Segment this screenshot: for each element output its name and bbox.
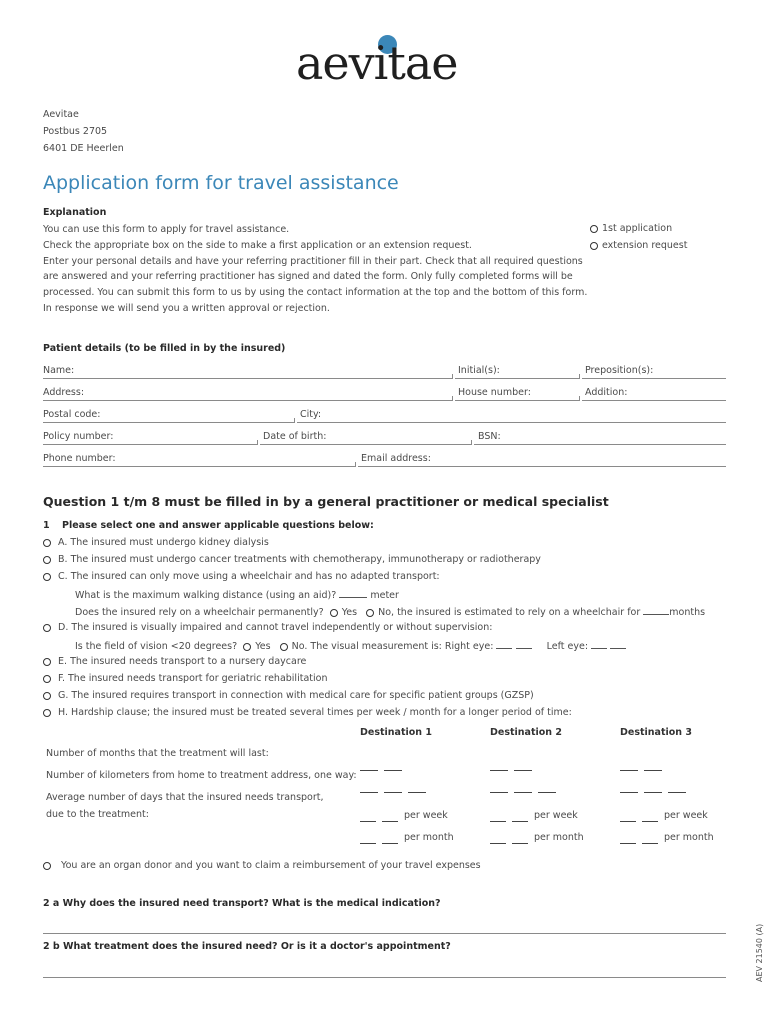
- d-vision-row: [75, 639, 626, 653]
- questions-heading: Question 1 t/m 8 must be filled in by a general practitioner or medical specialist: [43, 494, 609, 509]
- dob-field[interactable]: [260, 444, 471, 445]
- option-g[interactable]: [43, 690, 534, 702]
- email-field[interactable]: [358, 466, 726, 467]
- explanation-line: processed. You can submit this form to us by using the contact information at the top and the bottom of this form.: [43, 287, 588, 299]
- field-of-vision-label: Is the field of vision <20 degrees?: [75, 641, 238, 652]
- wheelchair-label: Does the insured rely on a wheelchair permanently?: [75, 607, 324, 618]
- option-h-label: H. Hardship clause; the insured must be treated several times per week / month for a longer period of time:: [58, 707, 572, 718]
- sender-address: [43, 109, 124, 155]
- q1-number: 1: [43, 520, 50, 531]
- postal-code-field[interactable]: [43, 422, 294, 423]
- house-number-label: House number:: [458, 387, 531, 398]
- option-c[interactable]: [43, 571, 440, 583]
- name-label: Name:: [43, 365, 75, 376]
- name-field[interactable]: [43, 378, 452, 379]
- email-label: Email address:: [361, 453, 431, 464]
- explanation-line: Enter your personal details and have your referring practitioner fill in their part. Check that all required questions: [43, 255, 583, 267]
- per-month-label: per month: [664, 832, 714, 843]
- explanation-text: [43, 222, 587, 317]
- dest3-km-field[interactable]: [620, 774, 692, 793]
- initials-label: Initial(s):: [458, 365, 500, 376]
- radio-button[interactable]: [243, 643, 251, 651]
- explanation-line: In response we will send you a written approval or rejection.: [43, 302, 330, 314]
- dob-label: Date of birth:: [263, 431, 327, 442]
- no-wheelchair-label: No, the insured is estimated to rely on a wheelchair for: [378, 607, 641, 618]
- address-field[interactable]: [43, 400, 452, 401]
- dest1-months-field[interactable]: [360, 752, 408, 771]
- option-a[interactable]: [43, 537, 269, 549]
- left-eye-field[interactable]: [591, 639, 607, 649]
- walking-distance-field[interactable]: [339, 588, 367, 598]
- option-c-label: C. The insured can only move using a wheelchair and has no adapted transport:: [58, 571, 440, 582]
- addition-field[interactable]: [582, 400, 726, 401]
- dest3-per-month[interactable]: [620, 832, 714, 844]
- field-divider: [294, 418, 295, 423]
- dest2-km-field[interactable]: [490, 774, 562, 793]
- destination-3-header: Destination 3: [620, 727, 692, 738]
- dest2-per-month[interactable]: [490, 832, 584, 844]
- months-label: months: [669, 607, 706, 618]
- option-e-label: E. The insured needs transport to a nursery daycare: [58, 656, 307, 667]
- organ-donor-label: You are an organ donor and you want to claim a reimbursement of your travel expenses: [61, 860, 481, 871]
- q2b-answer-line[interactable]: [43, 977, 726, 978]
- option-label: 1st application: [602, 223, 673, 234]
- months-treatment-label: Number of months that the treatment will last:: [46, 748, 269, 759]
- question-2a: 2 a Why does the insured need transport? What is the medical indication?: [43, 898, 441, 909]
- dest1-km-field[interactable]: [360, 774, 432, 793]
- option-b[interactable]: [43, 554, 541, 566]
- field-divider: [257, 440, 258, 445]
- preposition-label: Preposition(s):: [585, 365, 654, 376]
- right-eye-field[interactable]: [496, 639, 512, 649]
- address-label: Address:: [43, 387, 85, 398]
- days-label-line1: Average number of days that the insured needs transport,: [46, 792, 324, 803]
- phone-label: Phone number:: [43, 453, 116, 464]
- per-week-label: per week: [404, 810, 448, 821]
- destination-2-header: Destination 2: [490, 727, 562, 738]
- per-week-label: per week: [664, 810, 708, 821]
- radio-button[interactable]: [43, 539, 51, 547]
- option-f-label: F. The insured needs transport for geriatric rehabilitation: [58, 673, 328, 684]
- wheelchair-months-field[interactable]: [643, 605, 669, 615]
- form-code: AEV 21540 (A): [755, 923, 764, 982]
- field-divider: [355, 462, 356, 467]
- radio-button[interactable]: [43, 692, 51, 700]
- dest3-months-field[interactable]: [620, 752, 668, 771]
- dest2-months-field[interactable]: [490, 752, 538, 771]
- field-divider: [452, 374, 453, 379]
- house-number-field[interactable]: [455, 400, 579, 401]
- field-divider: [471, 440, 472, 445]
- option-e[interactable]: [43, 656, 306, 668]
- radio-button[interactable]: [43, 675, 51, 683]
- dest1-per-week[interactable]: [360, 810, 448, 822]
- radio-button[interactable]: [43, 624, 51, 632]
- address-line1: Postbus 2705: [43, 126, 108, 137]
- q2a-answer-line[interactable]: [43, 933, 726, 934]
- field-divider: [579, 374, 580, 379]
- radio-button[interactable]: [43, 862, 51, 870]
- radio-button[interactable]: [590, 225, 598, 233]
- logo: [296, 30, 476, 92]
- option-h[interactable]: [43, 707, 572, 719]
- policy-number-field[interactable]: [43, 444, 257, 445]
- postal-code-label: Postal code:: [43, 409, 101, 420]
- explanation-heading: Explanation: [43, 207, 107, 218]
- yes-label: Yes: [255, 641, 271, 652]
- organ-donor-option[interactable]: [43, 860, 481, 872]
- option-a-label: A. The insured must undergo kidney dialysis: [58, 537, 269, 548]
- per-month-label: per month: [404, 832, 454, 843]
- option-d-label: D. The insured is visually impaired and cannot travel independently or without supervision:: [58, 622, 493, 633]
- per-month-label: per month: [534, 832, 584, 843]
- option-label: extension request: [602, 240, 688, 251]
- first-application-option[interactable]: [590, 223, 672, 235]
- option-d[interactable]: [43, 622, 492, 634]
- page-title: Application form for travel assistance: [43, 172, 399, 194]
- left-eye-label: Left eye:: [546, 641, 589, 652]
- kilometers-label: Number of kilometers from home to treatment address, one way:: [46, 770, 357, 781]
- bsn-label: BSN:: [478, 431, 501, 442]
- logo-text: aevitae: [296, 36, 458, 90]
- radio-button[interactable]: [280, 643, 288, 651]
- policy-number-label: Policy number:: [43, 431, 114, 442]
- initials-field[interactable]: [455, 378, 579, 379]
- city-label: City:: [300, 409, 322, 420]
- days-label-line2: due to the treatment:: [46, 809, 149, 820]
- option-g-label: G. The insured requires transport in connection with medical care for specific patient groups (GZSP): [58, 690, 534, 701]
- left-eye-field[interactable]: [610, 639, 626, 649]
- radio-button[interactable]: [330, 609, 338, 617]
- radio-button[interactable]: [43, 573, 51, 581]
- explanation-line: Check the appropriate box on the side to make a first application or an extension request.: [43, 239, 472, 251]
- bsn-field[interactable]: [474, 444, 726, 445]
- option-b-label: B. The insured must undergo cancer treatments with chemotherapy, immunotherapy or radiotherapy: [58, 554, 541, 565]
- question-2b: 2 b What treatment does the insured need? Or is it a doctor's appointment?: [43, 941, 451, 952]
- addition-label: Addition:: [585, 387, 628, 398]
- phone-field[interactable]: [43, 466, 355, 467]
- address-line2: 6401 DE Heerlen: [43, 143, 124, 154]
- visual-measurement-label: No. The visual measurement is: Right eye:: [291, 641, 494, 652]
- meter-label: meter: [370, 590, 399, 601]
- extension-request-option[interactable]: [590, 240, 687, 252]
- walking-distance-label: What is the maximum walking distance (using an aid)?: [75, 590, 337, 601]
- c-walking-row: [75, 588, 399, 602]
- destination-1-header: Destination 1: [360, 727, 432, 738]
- city-field[interactable]: [297, 422, 726, 423]
- dest3-per-week[interactable]: [620, 810, 708, 822]
- option-f[interactable]: [43, 673, 327, 685]
- address-name: Aevitae: [43, 109, 79, 120]
- preposition-field[interactable]: [582, 378, 726, 379]
- radio-button[interactable]: [43, 556, 51, 564]
- yes-label: Yes: [341, 607, 358, 618]
- field-divider: [452, 396, 453, 401]
- field-divider: [579, 396, 580, 401]
- c-wheelchair-row: [75, 605, 705, 619]
- radio-button[interactable]: [366, 609, 374, 617]
- dest1-per-month[interactable]: [360, 832, 454, 844]
- dest2-per-week[interactable]: [490, 810, 578, 822]
- explanation-line: You can use this form to apply for travel assistance.: [43, 224, 290, 235]
- patient-heading: Patient details (to be filled in by the insured): [43, 343, 286, 354]
- right-eye-field[interactable]: [516, 639, 532, 649]
- q1-text: Please select one and answer applicable questions below:: [62, 520, 374, 531]
- radio-button[interactable]: [43, 709, 51, 717]
- per-week-label: per week: [534, 810, 578, 821]
- explanation-line: are answered and your referring practitioner has signed and dated the form. Only fully completed forms will be: [43, 271, 573, 283]
- radio-button[interactable]: [43, 658, 51, 666]
- radio-button[interactable]: [590, 242, 598, 250]
